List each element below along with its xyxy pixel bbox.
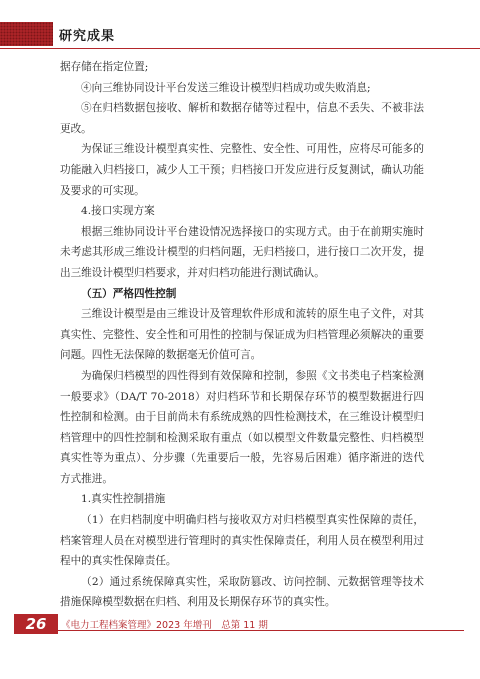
header-decoration	[0, 22, 53, 46]
paragraph-8: 为确保归档模型的四性得到有效保障和控制，参照《文书类电子档案检测一般要求》（DA/T 70-2018）对归档环节和长期保存环节的模型数据进行四性控制和检测。由于目前尚未有系统成熟的四性检测技术，在三维设计模型归档管理中的四性控制和检测采取有重点（如以模型文件数量完整性、归档模型真实性等为重点）、分步骤（先重要后一般，先容易后困难）循序渐进的迭代方式推进。	[60, 369, 424, 485]
subheading-authenticity-measures: 1.真实性控制措施	[81, 493, 166, 506]
paragraph-2: ⑤在归档数据包接收、解析和数据存储等过程中，信息不丢失、不被非法更改。	[60, 102, 424, 135]
journal-citation: 《电力工程档案管理》2023 年增刊 总第 11 期	[61, 620, 268, 631]
subheading-interface-plan: 4.接口实现方案	[81, 205, 155, 218]
paragraph-10: （1）在归档制度中明确归档与接收双方对归档模型真实性保障的责任，档案管理人员在对模型进行管理时的真实性保障责任，利用人员在模型利用过程中的真实性保障责任。	[60, 514, 424, 568]
header-rule	[0, 48, 480, 49]
paragraph-11: （2）通过系统保障真实性，采取防篡改、访问控制、元数据管理等技术措施保障模型数据在归档、利用及长期保存环节的真实性。	[60, 575, 424, 609]
page-number: 26	[14, 614, 58, 634]
article-body	[60, 57, 424, 613]
paragraph-0: 据存储在指定位置;	[60, 61, 149, 73]
paragraph-3: 为保证三维设计模型真实性、完整性、安全性、可用性，应将尽可能多的功能融入归档接口，减少人工干预；归档接口开发应进行反复测试，确认功能及要求的可实现。	[60, 143, 424, 197]
paragraph-7: 三维设计模型是由三维设计及管理软件形成和流转的原生电子文件，对其真实性、完整性、安全性和可用性的控制与保证成为归档管理必须解决的重要问题。四性无法保障的数据毫无价值可言。	[60, 308, 424, 362]
section-heading-four-properties: （五）严格四性控制	[81, 287, 177, 300]
paragraph-1: ④向三维协同设计平台发送三维设计模型归档成功或失败消息;	[81, 81, 371, 94]
section-title: 研究成果	[59, 29, 116, 44]
paragraph-5: 根据三维协同设计平台建设情况选择接口的实现方式。由于在前期实施时未考虑其形成三维设计模型的归档问题，无归档接口，进行接口二次开发，提出三维设计模型归档要求，并对归档功能进行测试确认。	[60, 225, 424, 279]
